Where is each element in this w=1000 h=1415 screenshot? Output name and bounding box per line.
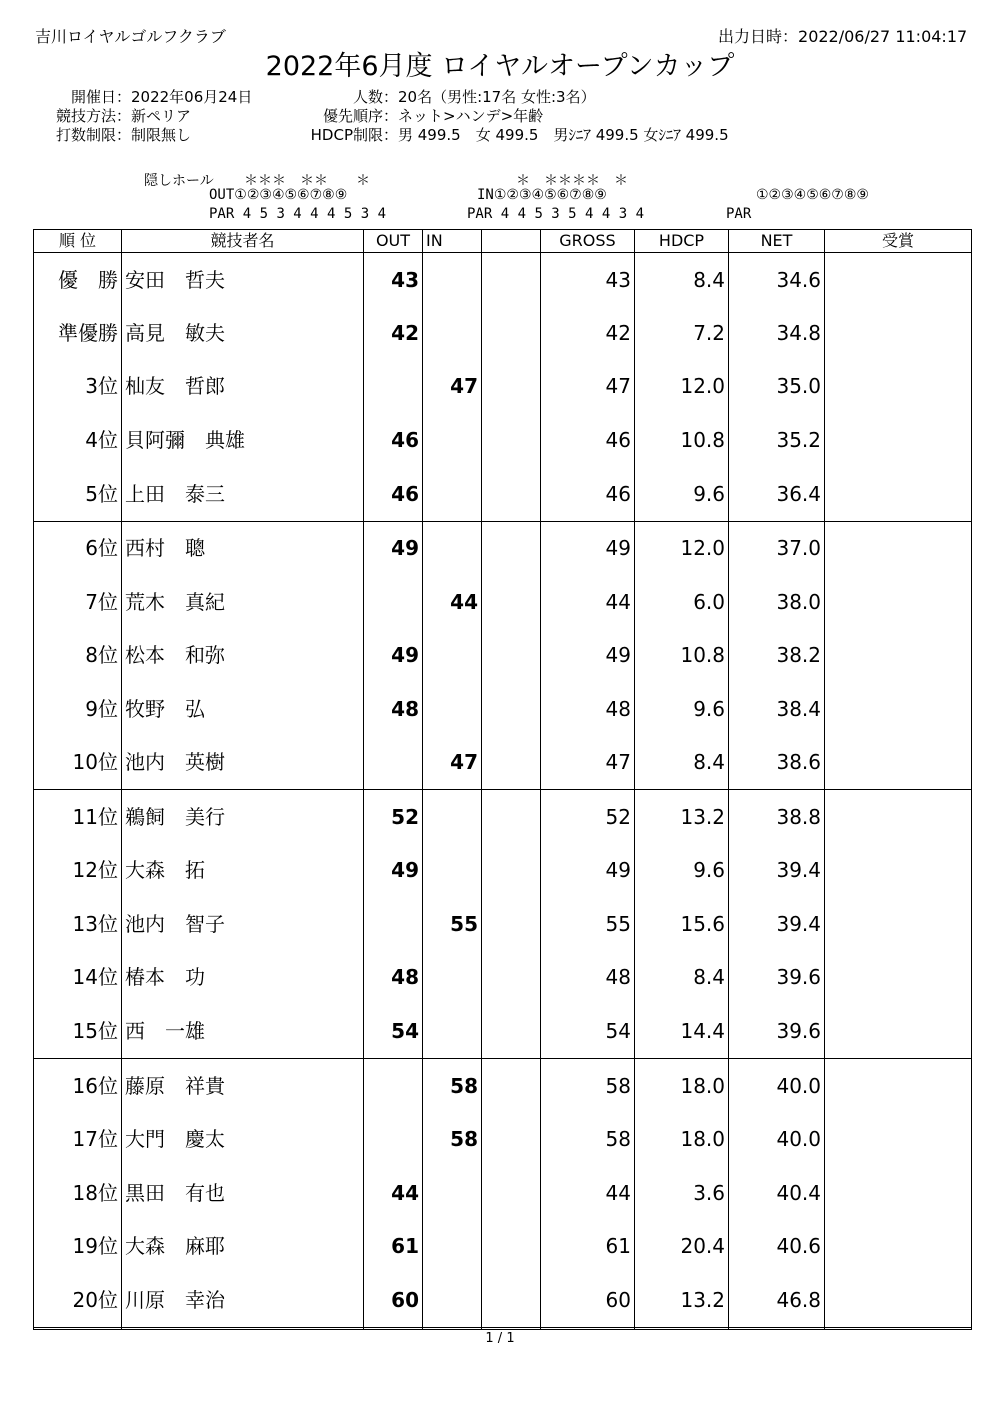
table-row [34,1059,972,1113]
cell-gross: 48 [541,682,635,736]
empty-cell [482,1327,541,1329]
cell-net: 40.0 [729,1112,825,1166]
table-row [34,575,972,629]
cell-in [423,413,482,467]
cell-out: 60 [364,1273,423,1328]
table-row [34,360,972,414]
cell-out: 48 [364,682,423,736]
cell-name: 貝阿彌 典雄 [122,413,364,467]
table-row [34,682,972,736]
cell-award [825,1059,972,1113]
cell-gross: 44 [541,1166,635,1220]
cell-hdcp: 8.4 [635,735,729,790]
empty-cell [423,1327,482,1329]
cell-net: 39.4 [729,844,825,898]
cell-in [423,1166,482,1220]
cell-hdcp: 9.6 [635,682,729,736]
cell-out: 44 [364,1166,423,1220]
cell-name: 安田 哲夫 [122,253,364,307]
cell-in: 47 [423,360,482,414]
empty-cell [34,1327,122,1329]
cell-out: 42 [364,306,423,360]
empty-row [34,1327,972,1329]
header-row [34,230,972,253]
cell-in [423,467,482,522]
cell-out: 61 [364,1219,423,1273]
cell-gross: 43 [541,253,635,307]
cell-out: 49 [364,628,423,682]
col-hdcp: HDCP [635,230,729,253]
cell-net: 38.0 [729,575,825,629]
cell-in [423,306,482,360]
cell-net: 36.4 [729,467,825,522]
cell-rank: 6位 [34,521,122,575]
hidden-holes-in: ＊ ＊＊＊＊ ＊ [516,173,628,189]
cell-gross: 55 [541,897,635,951]
in-holes [477,187,607,203]
cell-out [364,360,423,414]
cell-rank: 15位 [34,1004,122,1059]
cell-out [364,897,423,951]
cell-out: 49 [364,521,423,575]
table-row [34,1273,972,1328]
cell-award [825,1219,972,1273]
table-row [34,735,972,790]
cell-hdcp: 18.0 [635,1112,729,1166]
table-row [34,467,972,522]
cell-blank [482,1112,541,1166]
cell-rank: 12位 [34,844,122,898]
cell-blank [482,1166,541,1220]
meta-limit [47,124,191,145]
cell-name: 川原 幸治 [122,1273,364,1328]
printed-label: 出力日時： [718,27,799,46]
cell-award [825,1273,972,1328]
cell-name: 大門 慶太 [122,1112,364,1166]
cell-award [825,306,972,360]
cell-name: 黒田 有也 [122,1166,364,1220]
cell-gross: 58 [541,1112,635,1166]
page-title: 2022年6月度 ロイヤルオープンカップ [265,51,735,82]
cell-in: 47 [423,735,482,790]
meta-priority [300,105,543,126]
cell-award [825,521,972,575]
col-rank: 順 位 [34,230,122,253]
results-group-1 [34,253,972,522]
cell-in [423,1219,482,1273]
cell-award [825,360,972,414]
cell-net: 34.6 [729,253,825,307]
meta-date-value: 2022年06月24日 [131,88,253,106]
table-row [34,844,972,898]
cell-blank [482,682,541,736]
cell-gross: 49 [541,521,635,575]
cell-blank [482,628,541,682]
meta-method [47,105,191,126]
cell-hdcp: 9.6 [635,844,729,898]
table-row [34,951,972,1005]
cell-name: 藤原 祥貴 [122,1059,364,1113]
meta-date-label: 開催日： [70,88,131,106]
cell-net: 40.6 [729,1219,825,1273]
cell-gross: 52 [541,790,635,844]
cell-award [825,735,972,790]
cell-rank: 11位 [34,790,122,844]
cell-out: 43 [364,253,423,307]
page-number: 1 / 1 [485,1331,515,1346]
out-holes-numbers: ①②③④⑤⑥⑦⑧⑨ [234,187,348,203]
meta-count-value: 20名（男性:17名 女性:3名） [398,88,596,106]
cell-net: 40.0 [729,1059,825,1113]
empty-cell [364,1327,423,1329]
cell-name: 池内 英樹 [122,735,364,790]
cell-blank [482,1219,541,1273]
cell-net: 39.6 [729,951,825,1005]
cell-in [423,1004,482,1059]
cell-out [364,735,423,790]
empty-cell [122,1327,364,1329]
cell-rank: 4位 [34,413,122,467]
cell-net: 38.2 [729,628,825,682]
cell-out: 49 [364,844,423,898]
meta-count [300,86,596,107]
meta-hdcp [300,124,786,145]
cell-blank [482,1004,541,1059]
cell-rank: 7位 [34,575,122,629]
cell-blank [482,575,541,629]
cell-blank [482,897,541,951]
cell-blank [482,467,541,522]
col-in: IN [423,230,482,253]
table-row [34,1219,972,1273]
table-row [34,628,972,682]
meta-priority-label: 優先順序： [322,107,398,125]
cell-hdcp: 12.0 [635,521,729,575]
results-table [33,229,972,1330]
col-out: OUT [364,230,423,253]
cell-award [825,844,972,898]
cell-net: 38.4 [729,682,825,736]
col-gross: GROSS [541,230,635,253]
cell-in: 58 [423,1112,482,1166]
table-row [34,521,972,575]
cell-blank [482,735,541,790]
table-row [34,1112,972,1166]
cell-rank: 20位 [34,1273,122,1328]
cell-award [825,790,972,844]
cell-in: 44 [423,575,482,629]
meta-method-label: 競技方法： [55,107,131,125]
cell-in [423,1273,482,1328]
cell-out: 46 [364,413,423,467]
cell-rank: 17位 [34,1112,122,1166]
table-row [34,306,972,360]
cell-hdcp: 14.4 [635,1004,729,1059]
cell-name: 荒木 真紀 [122,575,364,629]
out-holes-label: OUT [209,187,235,203]
cell-award [825,575,972,629]
meta-limit-value: 制限無し [131,126,192,144]
cell-blank [482,413,541,467]
cell-rank: 13位 [34,897,122,951]
cell-award [825,682,972,736]
cell-gross: 46 [541,413,635,467]
empty-cell [825,1327,972,1329]
cell-net: 40.4 [729,1166,825,1220]
cell-in [423,682,482,736]
cell-award [825,413,972,467]
in-par-values: 4 4 5 3 5 4 4 3 4 [500,206,645,222]
cell-gross: 42 [541,306,635,360]
table-row [34,790,972,844]
results-group-3 [34,790,972,1059]
hidden-holes-out: ＊＊＊ ＊＊ ＊ [244,173,370,189]
cell-hdcp: 12.0 [635,360,729,414]
cell-award [825,951,972,1005]
meta-hdcp-value: 男 499.5 女 499.5 男ｼﾆｱ 499.5 女ｼﾆｱ 499.5 [398,126,729,144]
cell-name: 大森 麻耶 [122,1219,364,1273]
out-par-values: 4 5 3 4 4 4 5 3 4 [242,206,387,222]
cell-blank [482,253,541,307]
cell-in: 58 [423,1059,482,1113]
cell-net: 46.8 [729,1273,825,1328]
cell-blank [482,306,541,360]
cell-net: 38.6 [729,735,825,790]
table-row [34,897,972,951]
cell-net: 38.8 [729,790,825,844]
cell-out: 48 [364,951,423,1005]
cell-hdcp: 9.6 [635,467,729,522]
col-net: NET [729,230,825,253]
cell-award [825,628,972,682]
cell-name: 牧野 弘 [122,682,364,736]
printed-value: 2022/06/27 11:04:17 [798,27,968,46]
cell-name: 池内 智子 [122,897,364,951]
cell-name: 鵜飼 美行 [122,790,364,844]
empty-cell [541,1327,635,1329]
cell-name: 上田 泰三 [122,467,364,522]
cell-gross: 47 [541,735,635,790]
cell-in [423,521,482,575]
cell-net: 39.6 [729,1004,825,1059]
cell-hdcp: 18.0 [635,1059,729,1113]
cell-blank [482,1059,541,1113]
cell-in [423,844,482,898]
cell-hdcp: 6.0 [635,575,729,629]
in-par-label: PAR [467,206,493,222]
cell-net: 35.0 [729,360,825,414]
table-row [34,253,972,307]
cell-rank: 10位 [34,735,122,790]
table-row [34,1166,972,1220]
empty-cell [635,1327,729,1329]
cell-out: 52 [364,790,423,844]
cell-gross: 47 [541,360,635,414]
cell-gross: 48 [541,951,635,1005]
cell-rank: 準優勝 [34,306,122,360]
cell-rank: 9位 [34,682,122,736]
cell-blank [482,360,541,414]
cell-award [825,897,972,951]
cell-award [825,1112,972,1166]
meta-method-value: 新ペリア [131,107,192,125]
cell-gross: 49 [541,628,635,682]
cell-net: 35.2 [729,413,825,467]
cell-rank: 16位 [34,1059,122,1113]
in-holes-label: IN [477,187,494,203]
empty-cell [729,1327,825,1329]
cell-gross: 46 [541,467,635,522]
cell-hdcp: 13.2 [635,1273,729,1328]
cell-name: 高見 敏夫 [122,306,364,360]
cell-out [364,1112,423,1166]
table-row [34,413,972,467]
cell-in [423,790,482,844]
cell-net: 34.8 [729,306,825,360]
cell-hdcp: 10.8 [635,628,729,682]
cell-in [423,253,482,307]
cell-name: 杣友 哲郎 [122,360,364,414]
cell-hdcp: 10.8 [635,413,729,467]
cell-out [364,575,423,629]
club-name: 吉川ロイヤルゴルフクラブ [35,27,226,46]
out-holes [209,187,347,203]
cell-blank [482,844,541,898]
cell-hdcp: 8.4 [635,253,729,307]
results-group-4 [34,1059,972,1328]
cell-rank: 8位 [34,628,122,682]
third-holes-numbers: ①②③④⑤⑥⑦⑧⑨ [756,187,869,203]
cell-rank: 14位 [34,951,122,1005]
cell-net: 37.0 [729,521,825,575]
results-group-2 [34,521,972,790]
cell-gross: 61 [541,1219,635,1273]
cell-name: 大森 拓 [122,844,364,898]
hidden-holes-label: 隠しホール [144,173,214,189]
cell-hdcp: 7.2 [635,306,729,360]
cell-rank: 5位 [34,467,122,522]
cell-out: 46 [364,467,423,522]
cell-in: 55 [423,897,482,951]
cell-gross: 60 [541,1273,635,1328]
cell-blank [482,951,541,1005]
cell-gross: 54 [541,1004,635,1059]
cell-gross: 49 [541,844,635,898]
out-par [209,206,386,222]
col-award: 受賞 [825,230,972,253]
table-row [34,1004,972,1059]
results-empty-area [34,1327,972,1329]
meta-count-label: 人数： [352,88,398,106]
cell-rank: 3位 [34,360,122,414]
meta-priority-value: ネット>ハンデ>年齢 [398,107,544,125]
cell-hdcp: 20.4 [635,1219,729,1273]
cell-blank [482,790,541,844]
cell-net: 39.4 [729,897,825,951]
cell-name: 西村 聰 [122,521,364,575]
cell-rank: 19位 [34,1219,122,1273]
cell-blank [482,1273,541,1328]
cell-name: 松本 和弥 [122,628,364,682]
cell-award [825,467,972,522]
cell-award [825,1004,972,1059]
cell-rank: 優 勝 [34,253,122,307]
in-holes-numbers: ①②③④⑤⑥⑦⑧⑨ [493,187,607,203]
in-par [467,206,644,222]
meta-hdcp-label: HDCP制限： [310,126,398,144]
cell-out [364,1059,423,1113]
third-par-label: PAR [726,206,752,222]
meta-date [47,86,252,107]
meta-limit-label: 打数制限： [55,126,131,144]
cell-name: 椿本 功 [122,951,364,1005]
col-blank [482,230,541,253]
cell-rank: 18位 [34,1166,122,1220]
out-par-label: PAR [209,206,235,222]
cell-award [825,253,972,307]
cell-gross: 44 [541,575,635,629]
cell-gross: 58 [541,1059,635,1113]
cell-name: 西 一雄 [122,1004,364,1059]
col-name: 競技者名 [122,230,364,253]
cell-hdcp: 3.6 [635,1166,729,1220]
cell-hdcp: 15.6 [635,897,729,951]
cell-hdcp: 8.4 [635,951,729,1005]
cell-hdcp: 13.2 [635,790,729,844]
cell-blank [482,521,541,575]
cell-in [423,628,482,682]
cell-out: 54 [364,1004,423,1059]
cell-in [423,951,482,1005]
cell-award [825,1166,972,1220]
